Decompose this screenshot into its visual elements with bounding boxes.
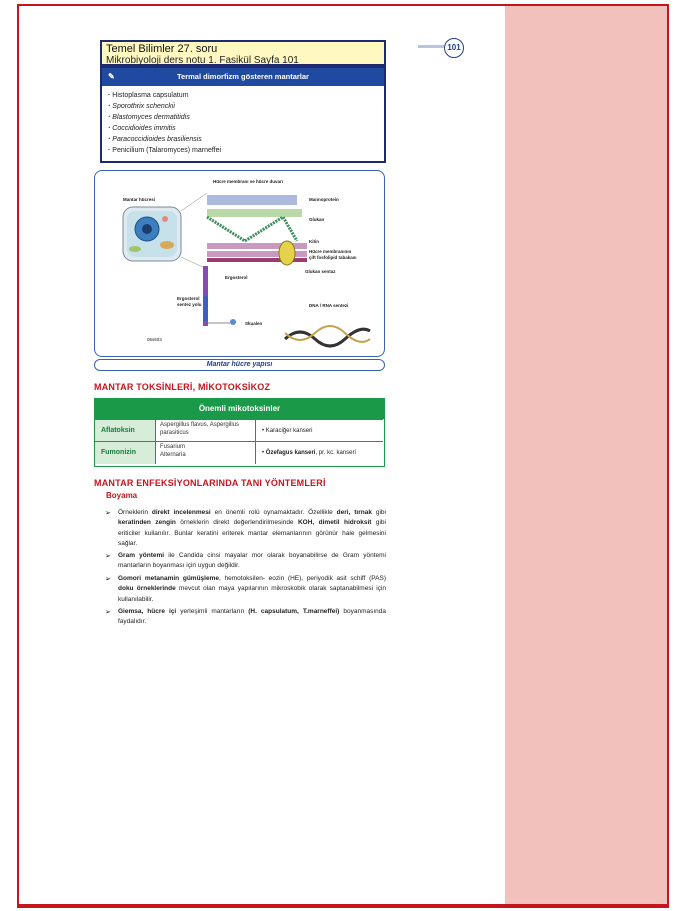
label-code: 06s603: [147, 337, 162, 342]
side-panel: [505, 4, 669, 908]
figure-caption: Mantar hücre yapısı: [94, 359, 385, 371]
toxin-name: Fumonizin: [95, 442, 155, 464]
bullet-paragraph: Örneklerin direkt incelenmesi en önemli rolü oynamaktadır. Özellikle deri, tırnak gibi keratinden zengin örneklerin direkt değerlendirilmesinde KOH, dimetil hidroksit gibi eriticiler kullanılır. Bunlar keratini eriterek mantar elemanlarının görünür hale gelmesini sağlar.: [118, 509, 386, 547]
toxin-effect: • Karaciğer kanseri: [255, 420, 383, 442]
arrow-bullet-icon: ➢: [105, 553, 111, 560]
pen-icon: ✎: [108, 72, 115, 81]
section-title-toxins: MANTAR TOKSİNLERİ, MİKOTOKSİKOZ: [94, 382, 271, 392]
list-item: · Coccidioides immitis: [108, 123, 384, 134]
label-erg-path-2: sentez yolu: [177, 302, 202, 307]
dimorphic-list: [108, 90, 384, 156]
bullet-paragraph: Gram yöntemi ile Candida cinsi mayalar mor olarak boyanabilirse de Gram yöntemi mantarların boyanması için uygun değildir.: [118, 552, 386, 570]
list-item: · Blastomyces dermatitidis: [108, 112, 384, 123]
subsection-title: Boyama: [106, 491, 138, 500]
fungal-cell-drawing: [123, 207, 181, 261]
list-item: · Sporothrix schenckii: [108, 101, 384, 112]
effect-text: , pr. kc. kanseri: [315, 450, 356, 456]
source-line-2: Alternaria: [160, 451, 186, 458]
label-chitin: Kitin: [309, 239, 319, 244]
list-item: · Histoplasma capsulatum: [108, 90, 384, 101]
toxin-source: [155, 420, 255, 442]
label-fungal-cell: Mantar hücresi: [123, 197, 156, 202]
toxin-effect: • Özefagus kanseri, pr. kc. kanseri: [255, 442, 383, 464]
mycotoxin-table-title: Önemli mikotoksinler: [95, 399, 384, 419]
page-number: 101: [444, 38, 464, 58]
mycotoxin-table: [94, 398, 385, 467]
label-glucan-synthase: Glukan sentaz: [305, 269, 336, 274]
cell-wall-layers: [207, 195, 307, 265]
label-dna: DNA / RNA sentezi: [309, 303, 349, 308]
effect-bold: Özefagus kanseri: [265, 450, 316, 456]
bottom-border: [17, 904, 669, 908]
bullet-paragraph: Giemsa, hücre içi yerleşimli mantarların (H. capsulatum, T.marneffei) boyanmasında faydalıdır.: [118, 608, 386, 626]
toxin-name: Aflatoksin: [95, 420, 155, 442]
label-squalene: Skualen: [245, 321, 263, 326]
source-line-1: Aspergillus flavus, Aspergillus: [160, 422, 240, 428]
label-membrane-2: çift fosfolipid tabakası: [309, 255, 357, 260]
arrow-bullet-icon: ➢: [105, 510, 111, 517]
fungal-cell-figure: [94, 170, 385, 357]
table-row: [95, 441, 383, 464]
dimorphic-header: [102, 68, 384, 86]
source-line-1: Fusarium: [160, 444, 186, 450]
annotation-note: [100, 40, 386, 66]
dimorphic-title: Termal dimorfizm gösteren mantarlar: [177, 72, 309, 81]
bullet-paragraph: Gomori metanamin gümüşleme, hemotoksilen- eozin (HE), periyodik asit schiff (PAS) doku örneklerinde mevcut olan maya yapılarının mikroskobik olarak saptanabilmesi için kullanılabilir.: [118, 575, 386, 603]
arrow-bullet-icon: ➢: [105, 609, 111, 616]
list-item: · Paracoccidioides brasiliensis: [108, 134, 384, 145]
note-line-2: Mikrobiyoloji ders notu 1. Fasikül Sayfa 101: [106, 55, 299, 66]
label-erg-path-1: Ergosterol: [177, 296, 200, 301]
source-line-2: parasiticus: [160, 429, 189, 436]
arrow-bullet-icon: ➢: [105, 576, 111, 583]
header-rule: [418, 45, 444, 48]
toxin-source: [155, 442, 255, 464]
dimorphic-fungi-box: [100, 66, 386, 163]
dna-helix: [285, 326, 370, 346]
label-membrane-1: Hücre membranının: [309, 249, 352, 254]
label-ergosterol: Ergosterol: [225, 275, 248, 280]
note-line-1: Temel Bilimler 27. soru: [106, 43, 218, 55]
label-top: Hücre membranı ve hücre duvarı: [213, 179, 284, 184]
section-title-diagnosis: MANTAR ENFEKSİYONLARINDA TANI YÖNTEMLERİ: [94, 478, 326, 488]
label-glucan: Glukan: [309, 217, 325, 222]
list-item: · Penicilium (Talaromyces) marneffei: [108, 145, 384, 156]
label-mannoprotein: Mannoprotein: [309, 197, 339, 202]
effect-text: Karaciğer kanseri: [265, 428, 313, 434]
table-row: [95, 419, 383, 442]
